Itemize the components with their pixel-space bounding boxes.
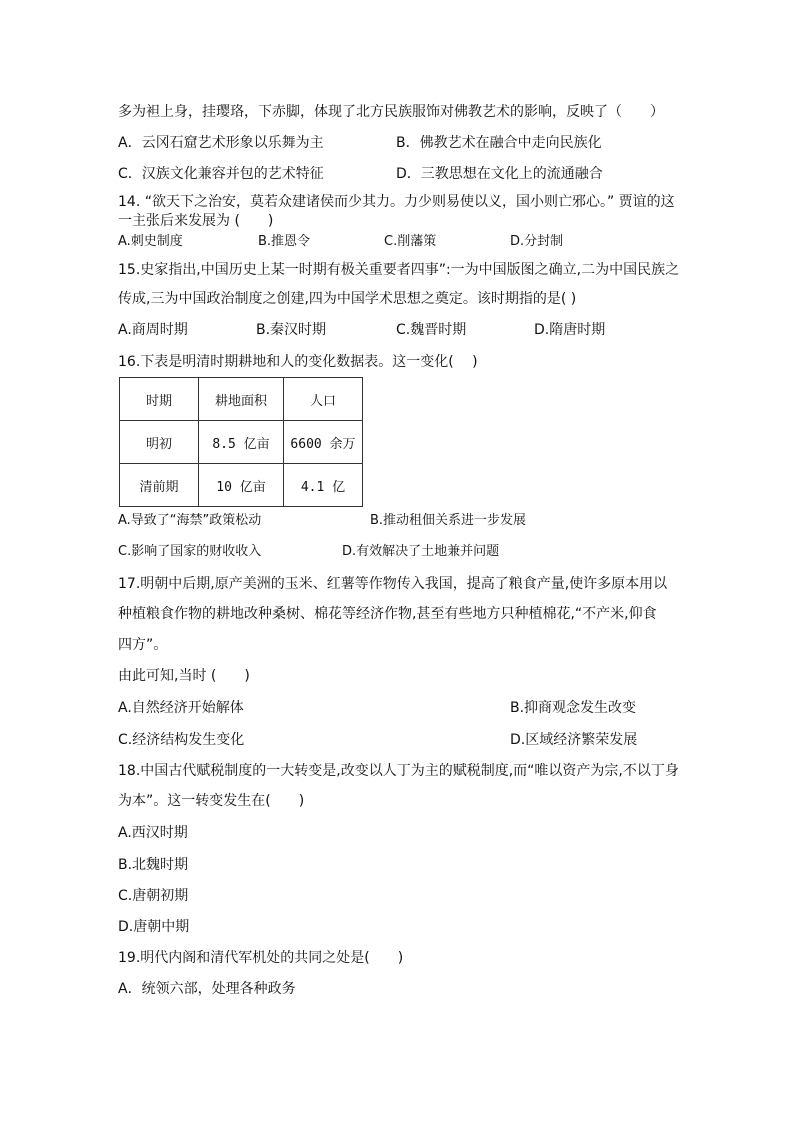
q18-stem-line2: 为本”。这一转变发生在( ) (118, 793, 305, 809)
table-header-cell: 耕地面积 (199, 378, 284, 421)
q15-option-a: A.商周时期 (118, 322, 188, 338)
q18-stem-line1: 18.中国古代赋税制度的一大转变是,改变以人丁为主的赋税制度,而“唯以资产为宗,不以丁身 (118, 763, 679, 779)
q15-option-b: B.秦汉时期 (256, 322, 327, 338)
table-header-cell: 人口 (284, 378, 363, 421)
q16-option-b: B.推动租佃关系进一步发展 (370, 513, 527, 528)
q15-stem-line2: 传成,三为中国政治制度之创建,四为中国学术思想之奠定。该时期指的是( ) (118, 291, 577, 307)
q18-option-b: B.北魏时期 (118, 857, 189, 873)
q13-option-a: A．云冈石窟艺术形象以乐舞为主 (118, 135, 324, 151)
q14-stem-line2: 一主张后来发展为 ( ) (118, 213, 274, 229)
q18-option-a: A.西汉时期 (118, 825, 188, 841)
table-cell: 清前期 (120, 464, 199, 507)
q14-option-c: C.削藩策 (384, 234, 437, 249)
q19-option-a: A．统领六部，处理各种政务 (118, 981, 296, 997)
q18-option-d: D.唐朝中期 (118, 919, 190, 935)
q17-stem-line4: 由此可知,当时 ( ) (118, 668, 250, 684)
q16-option-a: A.导致了“海禁”政策松动 (118, 513, 262, 528)
table-row (120, 421, 363, 464)
q16-stem: 16.下表是明清时期耕地和人的变化数据表。这一变化( ) (118, 354, 478, 370)
q13-stem-continuation: 多为袒上身，挂璎珞，下赤脚，体现了北方民族服饰对佛教艺术的影响，反映了（ ） (118, 104, 664, 120)
table-cell: 6600 余万 (284, 421, 363, 464)
table-cell: 明初 (120, 421, 199, 464)
q17-option-a: A.自然经济开始解体 (118, 700, 244, 716)
q15-option-c: C.魏晋时期 (396, 322, 467, 338)
q13-option-c: C．汉族文化兼容并包的艺术特征 (118, 166, 324, 182)
table-header-cell: 时期 (120, 378, 199, 421)
q17-option-d: D.区域经济繁荣发展 (510, 732, 638, 748)
table-header-row (120, 378, 363, 421)
table-row (120, 464, 363, 507)
q17-stem-line1: 17.明朝中后期,原产美洲的玉米、红薯等作物传入我国，提高了粮食产量,使许多原本用以 (118, 576, 668, 592)
q15-stem-line1: 15.史家指出,中国历史上某一时期有极关重要者四事”:一为中国版图之确立,二为中国民族之 (118, 262, 680, 278)
q14-stem-line1: 14. “欲天下之治安，莫若众建诸侯而少其力。力少则易使以义，国小则亡邪心。” 贾谊的这 (118, 194, 675, 210)
q16-data-table (119, 377, 363, 507)
q14-option-a: A.刺史制度 (118, 234, 183, 249)
q14-option-d: D.分封制 (510, 234, 564, 249)
table-cell: 8.5 亿亩 (199, 421, 284, 464)
q14-option-b: B.推恩令 (258, 234, 311, 249)
q17-option-c: C.经济结构发生变化 (118, 732, 245, 748)
table-cell: 10 亿亩 (199, 464, 284, 507)
q17-option-b: B.抑商观念发生改变 (510, 700, 637, 716)
q17-stem-line3: 四方”。 (118, 637, 168, 653)
q17-stem-line2: 种植粮食作物的耕地改种桑树、棉花等经济作物,甚至有些地方只种植棉花,“不产米,仰食 (118, 606, 657, 622)
q15-option-d: D.隋唐时期 (534, 322, 606, 338)
q18-option-c: C.唐朝初期 (118, 888, 189, 904)
q16-option-c: C.影响了国家的财收收入 (118, 544, 262, 559)
q16-option-d: D.有效解决了土地兼并问题 (342, 544, 500, 559)
q13-option-b: B．佛教艺术在融合中走向民族化 (396, 135, 602, 151)
q19-stem: 19.明代内阁和清代军机处的共同之处是( ) (118, 950, 404, 966)
table-cell: 4.1 亿 (284, 464, 363, 507)
q13-option-d: D．三教思想在文化上的流通融合 (396, 166, 603, 182)
